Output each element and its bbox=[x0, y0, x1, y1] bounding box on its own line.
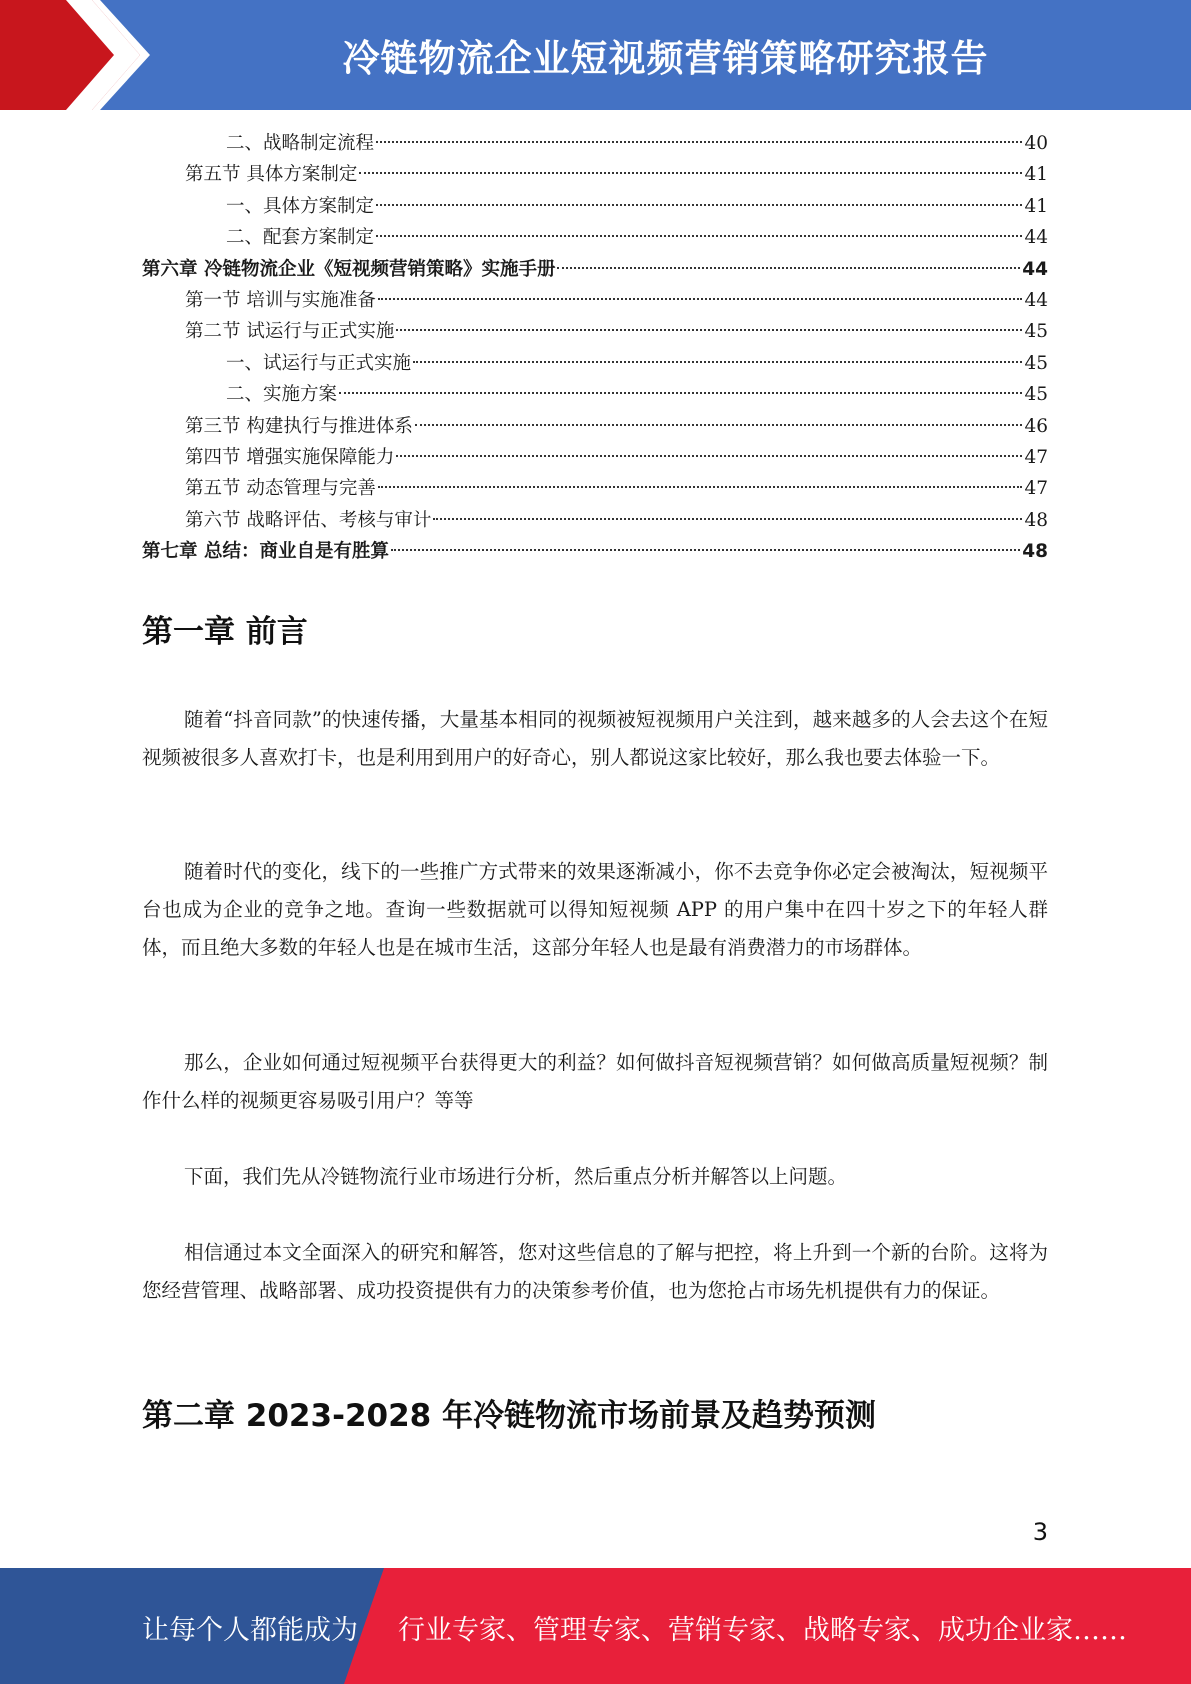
toc-leader-dots bbox=[557, 267, 1020, 269]
toc-entry-page: 48 bbox=[1024, 509, 1048, 531]
toc-leader-dots bbox=[415, 424, 1023, 426]
paragraph: 那么，企业如何通过短视频平台获得更大的利益？如何做抖音短视频营销？如何做高质量短视频？制作什么样的视频更容易吸引用户？等等 bbox=[142, 1051, 1048, 1112]
toc-entry-page: 45 bbox=[1024, 321, 1048, 343]
toc-entry-title: 第六节 战略评估、考核与审计 bbox=[185, 509, 432, 531]
toc-entry-title: 二、实施方案 bbox=[226, 384, 338, 406]
paragraph: 随着时代的变化，线下的一些推广方式带来的效果逐渐减小，你不去竞争你必定会被淘汰，短视频平台也成为企业的竞争之地。查询一些数据就可以得知短视频 APP 的用户集中在四十岁之下的年轻人群体，而且绝大多数的年轻人也是在城市生活，这部分年轻人也是最有消费潜力的市场群体。 bbox=[142, 860, 1048, 959]
toc-entry[interactable] bbox=[142, 348, 1048, 379]
footer-slogan-right: 行业专家、管理专家、营销专家、战略专家、成功企业家…… bbox=[398, 1615, 1127, 1646]
toc-entry-page: 48 bbox=[1022, 541, 1048, 563]
toc-entry-title: 第一节 培训与实施准备 bbox=[185, 289, 376, 311]
toc-entry[interactable] bbox=[142, 505, 1048, 536]
toc-entry-title: 第六章 冷链物流企业《短视频营销策略》实施手册 bbox=[142, 258, 556, 280]
page-number: 3 bbox=[1032, 1518, 1048, 1546]
toc-leader-dots bbox=[376, 235, 1022, 237]
toc-entry-title: 第五节 动态管理与完善 bbox=[185, 478, 376, 500]
toc-entry-page: 44 bbox=[1024, 289, 1048, 311]
toc-entry-page: 47 bbox=[1024, 446, 1048, 468]
toc-leader-dots bbox=[378, 298, 1023, 300]
toc-entry-title: 第四节 增强实施保障能力 bbox=[185, 446, 395, 468]
toc-entry-page: 45 bbox=[1024, 352, 1048, 374]
toc-leader-dots bbox=[339, 392, 1022, 394]
toc-entry-page: 44 bbox=[1022, 258, 1048, 280]
toc-leader-dots bbox=[378, 486, 1023, 488]
toc-entry-page: 44 bbox=[1024, 227, 1048, 249]
toc-entry[interactable] bbox=[142, 285, 1048, 316]
toc-entry[interactable] bbox=[142, 222, 1048, 253]
paragraph: 相信通过本文全面深入的研究和解答，您对这些信息的了解与把控，将上升到一个新的台阶。这将为您经营管理、战略部署、成功投资提供有力的决策参考价值，也为您抢占市场先机提供有力的保证。 bbox=[142, 1241, 1048, 1302]
toc-entry[interactable] bbox=[142, 379, 1048, 410]
toc-leader-dots bbox=[376, 141, 1022, 143]
footer-slogan-left: 让每个人都能成为 bbox=[142, 1615, 358, 1646]
paragraph: 下面，我们先从冷链物流行业市场进行分析，然后重点分析并解答以上问题。 bbox=[184, 1165, 848, 1188]
table-of-contents bbox=[142, 128, 1048, 567]
toc-entry[interactable] bbox=[142, 536, 1048, 567]
toc-entry-title: 第七章 总结：商业自是有胜算 bbox=[142, 541, 389, 563]
toc-leader-dots bbox=[359, 172, 1022, 174]
toc-entry-title: 一、具体方案制定 bbox=[226, 195, 375, 217]
toc-entry[interactable] bbox=[142, 316, 1048, 347]
toc-entry-page: 46 bbox=[1024, 415, 1048, 437]
toc-entry[interactable] bbox=[142, 442, 1048, 473]
toc-leader-dots bbox=[391, 549, 1020, 551]
toc-entry-title: 第二节 试运行与正式实施 bbox=[185, 321, 395, 343]
toc-entry[interactable] bbox=[142, 191, 1048, 222]
chapter-heading: 第一章 前言 bbox=[142, 614, 308, 650]
toc-entry[interactable] bbox=[142, 159, 1048, 190]
toc-entry[interactable] bbox=[142, 411, 1048, 442]
toc-entry-page: 41 bbox=[1024, 164, 1048, 186]
chapter-heading: 第二章 2023-2028 年冷链物流市场前景及趋势预测 bbox=[142, 1398, 877, 1434]
toc-entry-title: 一、试运行与正式实施 bbox=[226, 352, 412, 374]
toc-entry-title: 第三节 构建执行与推进体系 bbox=[185, 415, 413, 437]
toc-entry-title: 二、战略制定流程 bbox=[226, 133, 375, 154]
page-footer bbox=[0, 1568, 1191, 1684]
toc-leader-dots bbox=[396, 329, 1022, 331]
toc-leader-dots bbox=[433, 518, 1022, 520]
toc-entry-title: 第五节 具体方案制定 bbox=[185, 164, 358, 186]
toc-entry[interactable] bbox=[142, 128, 1048, 159]
toc-leader-dots bbox=[413, 361, 1022, 363]
toc-entry-title: 二、配套方案制定 bbox=[226, 227, 375, 249]
toc-entry[interactable] bbox=[142, 473, 1048, 504]
toc-entry[interactable] bbox=[142, 254, 1048, 285]
paragraph: 随着“抖音同款”的快速传播，大量基本相同的视频被短视频用户关注到，越来越多的人会去这个在短视频被很多人喜欢打卡，也是利用到用户的好奇心，别人都说这家比较好，那么我也要去体验一下。 bbox=[142, 708, 1048, 769]
report-title: 冷链物流企业短视频营销策略研究报告 bbox=[342, 37, 989, 80]
toc-entry-page: 40 bbox=[1024, 133, 1048, 154]
toc-entry-page: 45 bbox=[1024, 384, 1048, 406]
toc-leader-dots bbox=[376, 204, 1022, 206]
toc-entry-page: 41 bbox=[1024, 195, 1048, 217]
page-header bbox=[0, 0, 1191, 110]
toc-leader-dots bbox=[396, 455, 1022, 457]
toc-entry-page: 47 bbox=[1024, 478, 1048, 500]
